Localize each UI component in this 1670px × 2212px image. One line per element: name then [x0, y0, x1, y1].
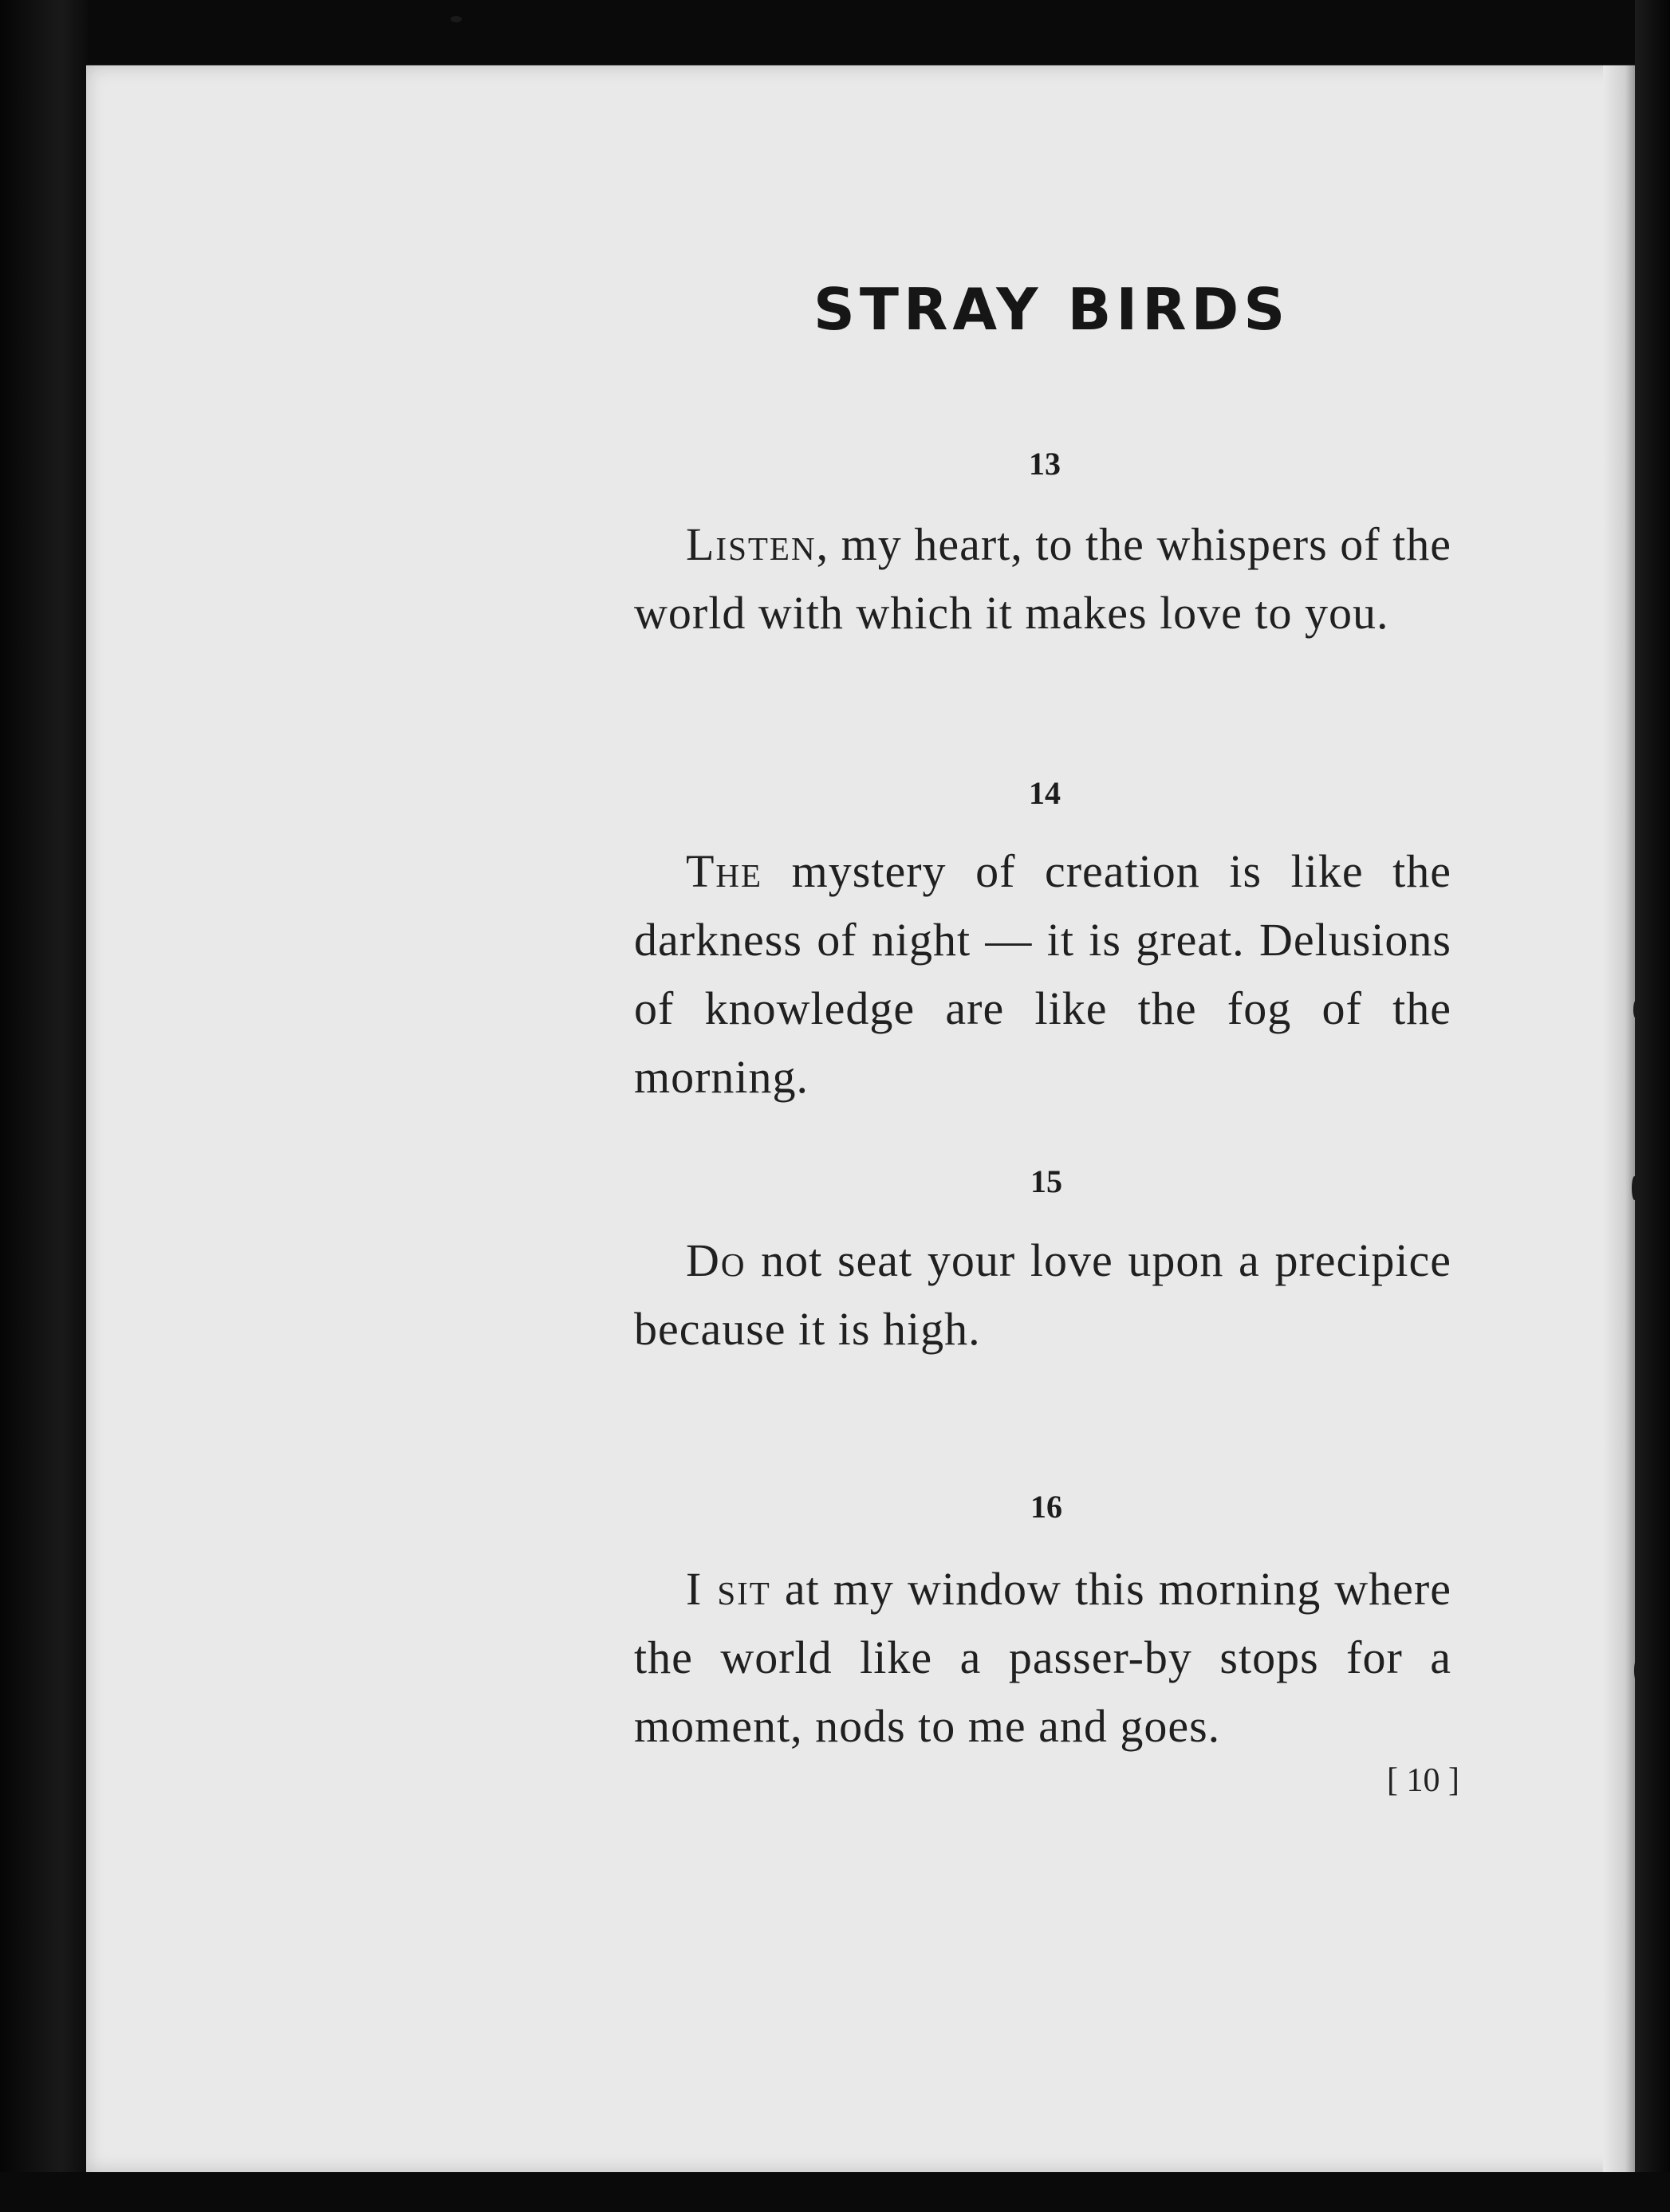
scan-bottom-edge: [0, 2172, 1670, 2212]
book-page: [86, 65, 1635, 2172]
scan-speck: [1634, 1659, 1640, 1683]
entry-number: 15: [1030, 1163, 1062, 1199]
entry-body: not seat your love upon a precipice because it is high.: [634, 1234, 1451, 1355]
entry-text: [634, 837, 1451, 1112]
entry-number: 13: [1029, 446, 1061, 482]
entry-body: at my window this morning where the world like a passer-by stops for a moment, nods to me and goes.: [634, 1563, 1451, 1752]
running-head: STRAY BIRDS: [813, 276, 1290, 343]
scan-right-edge: [1635, 0, 1670, 2212]
entry-lead-word: Do: [686, 1234, 746, 1286]
entry-body: , my heart, to the whispers of the world with which it makes love to you.: [634, 518, 1451, 639]
entry-text: [634, 510, 1451, 647]
entry-body: mystery of creation is like the darkness of night — it is great. Delusions of knowledge are like the fog of the morning.: [634, 845, 1451, 1103]
scan-top-edge: [0, 0, 1670, 64]
entry-text: [634, 1555, 1451, 1761]
entry-lead-word: I sit: [686, 1563, 771, 1615]
entry-text: [634, 1226, 1451, 1364]
scan-speck: [1632, 1176, 1637, 1200]
entry-number: 14: [1029, 775, 1061, 811]
scan-left-edge: [0, 0, 88, 2212]
page-gutter-shadow: [1603, 65, 1635, 2172]
entry-lead-word: The: [686, 845, 763, 897]
scan-speck: [1633, 1001, 1638, 1018]
scan-speck: [451, 16, 462, 22]
entry-lead-word: Listen: [686, 518, 817, 570]
entry-number: 16: [1030, 1489, 1062, 1525]
page-number: [ 10 ]: [1387, 1762, 1459, 1799]
